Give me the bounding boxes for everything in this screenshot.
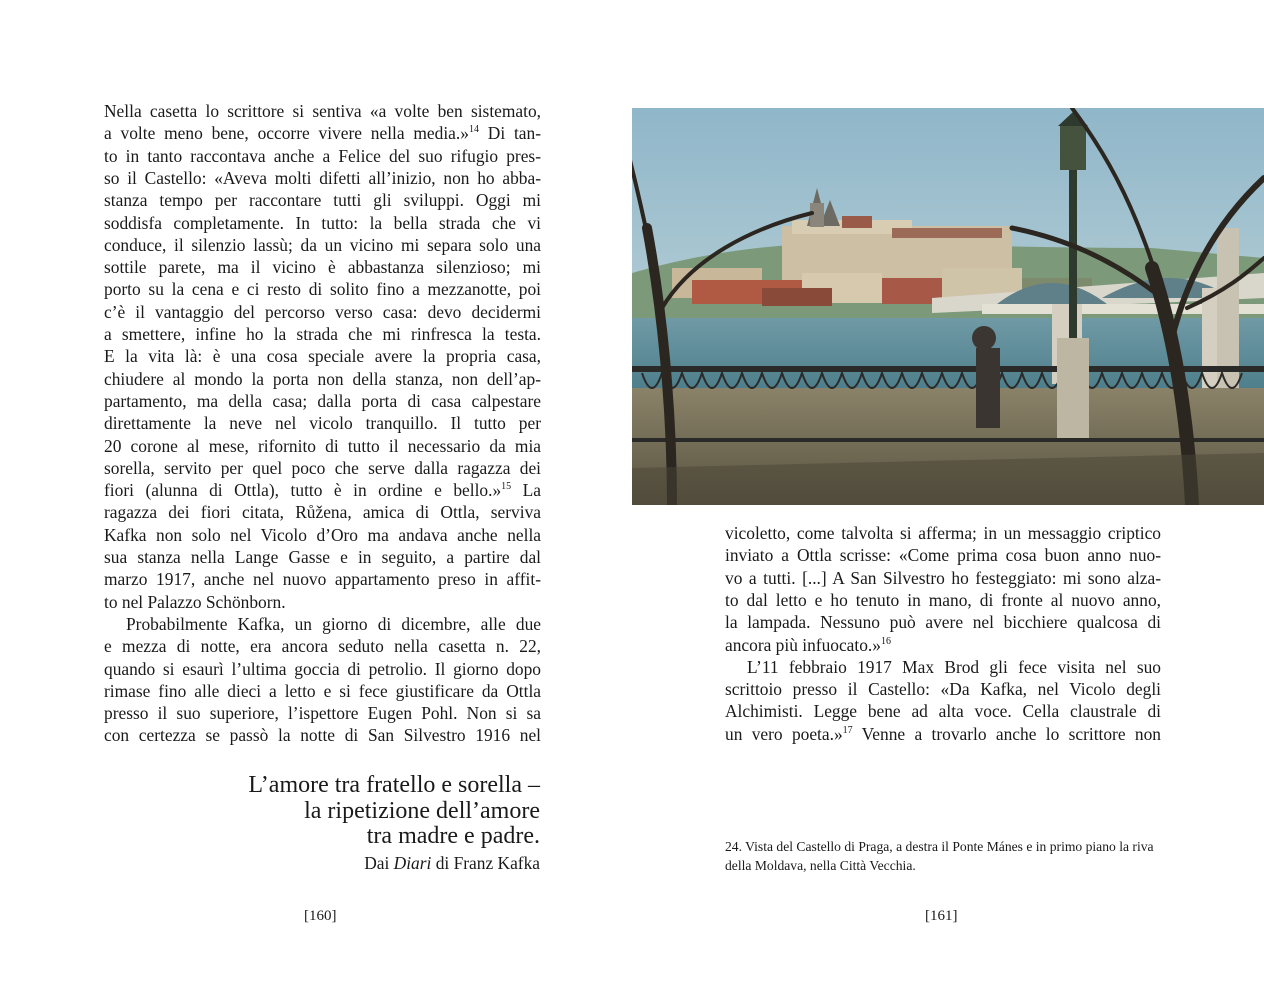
text-line [104,479,541,503]
text-line-content: a smettere, infine ho la strada che mi rinfresca la testa. [104,324,541,344]
text-line-content: Kafka non solo nel Vicolo d’Oro ma andava anche nella [104,524,541,545]
text-line-content: partamento, ma della casa; dalla porta di casa calpestare [104,390,541,411]
text-line [104,390,541,414]
text-line [725,567,1161,591]
text-line [725,522,1161,546]
footnote-ref: 14 [468,124,479,136]
text-line-content: stanza tempo per raccontare tutti gli sviluppi. Oggi mi [104,190,541,211]
quote-source-suffix: di Franz Kafka [431,853,540,873]
text-line-content: soddisfa completamente. In tutto: la bella strada che vi [104,212,541,233]
text-line [104,724,541,748]
text-line [104,278,541,302]
text-line [104,658,541,682]
footnote-ref: 17 [842,724,853,736]
text-line-content: chiudere al mondo la porta non della stanza, non dell’ap- [104,368,541,389]
text-line-content: E la vita là: è una cosa speciale avere la propria casa, [104,346,541,367]
page-number-right: [161] [925,908,958,924]
text-line [104,323,541,347]
text-line [104,435,541,459]
text-line [104,546,541,570]
text-line-content: vo a tutti. [...] A San Silvestro ho festeggiato: mi sono alza- [725,567,1161,588]
footnote-ref: 15 [501,481,512,493]
text-line [104,234,541,258]
text-line [104,568,541,592]
text-line-content: e mezza di notte, era ancora seduto nella casetta n. 22, [104,636,541,657]
text-line [104,368,541,392]
prague-castle-photo [632,108,1264,505]
quote-source-title: Diari [393,853,432,873]
text-line [104,412,541,436]
text-line [104,345,541,369]
text-line [104,635,541,659]
text-line-tail: La [511,480,542,501]
text-line [725,544,1161,568]
text-line-content: con certezza se passò la notte di San Silvestro 1916 nel [104,725,541,746]
text-line-content: fiori (alunna di Ottla), tutto è in ordine e bello.» [104,480,502,501]
text-line [725,723,1161,747]
text-line [104,100,541,124]
text-line-content: presso il suo superiore, l’ispettore Eugen Pohl. Non si sa [104,703,541,724]
text-line-content: sua stanza nella Lange Gasse e in seguito, a partire dal [104,547,541,567]
text-line [104,524,541,548]
quote-line: la ripetizione dell’amore [304,798,540,824]
text-line-content: to dal letto e ho tenuto in mano, di fronte al nuovo anno, [725,589,1161,610]
text-line-content: sorella, servito per quel poco che serve dalla ragazza dei [104,457,541,478]
text-line [725,634,1161,658]
text-line [104,189,541,213]
text-line-content: a volte meno bene, occorre vivere nella media.» [104,123,469,144]
text-line-content: un vero poeta.» [725,723,843,744]
quote-source-prefix: Dai [364,853,394,873]
text-line-content: inviato a Ottla scrisse: «Come prima cosa buon anno nuo- [725,545,1161,566]
text-line [104,680,541,704]
text-line [104,501,541,525]
text-line-content: sottile parete, ma il vicino è abbastanza silenzioso; mi [104,257,541,278]
text-line-tail: Di tan- [478,123,541,144]
text-line [725,678,1161,702]
text-line-content: Alchimisti. Legge bene ad alta voce. Cella claustrale di [725,701,1161,722]
text-line-content: to in tanto raccontava anche a Felice del suo rifugio pres- [104,145,541,166]
text-line-content: ragazza dei fiori citata, Růžena, amica di Ottla, serviva [104,502,541,523]
text-line-content: c’è il vantaggio del percorso verso casa: devo decidermi [104,301,541,322]
text-line-content: Nella casetta lo scrittore si sentiva «a volte ben sistemato, [104,101,541,121]
text-line [725,700,1161,724]
text-line-content: vicoletto, come talvolta si afferma; in un messaggio criptico [725,523,1161,543]
quote-source [364,853,540,874]
text-line-tail: Venne a trovarlo anche lo scrittore non [852,723,1161,744]
text-line-content: marzo 1917, anche nel nuovo appartamento preso in affit- [104,569,541,590]
text-line [104,591,541,615]
text-line [725,589,1161,613]
text-line-content: la lampada. Nessuno può avere nel bicchiere qualcosa di [725,612,1161,633]
text-line-content: porto su la cena e ci resto di solito fino a mezzanotte, poi [104,279,541,300]
text-line [104,457,541,481]
text-line [104,256,541,280]
quote-line: tra madre e padre. [366,823,540,849]
text-line [104,167,541,191]
text-line-content: to nel Palazzo Schönborn. [104,591,286,612]
text-line [104,212,541,236]
text-line-content: conduce, il silenzio lassù; da un vicino mi separa solo una [104,234,541,255]
footnote-ref: 16 [880,635,891,647]
text-line [126,613,541,637]
text-line-content: L’11 febbraio 1917 Max Brod gli fece visita nel suo [747,656,1161,677]
text-line-content: ancora più infuocato.» [725,634,881,655]
text-line-content: 20 corone al mese, rifornito di tutto il necessario da mia [104,435,541,456]
text-line [104,122,541,146]
text-line-content: quando si esaurì l’ultima goccia di petrolio. Il giorno dopo [104,658,541,679]
text-line [104,301,541,325]
quote-line: L’amore tra fratello e sorella – [248,772,540,798]
page-number-left: [160] [304,908,337,924]
text-line-content: scrittoio presso il Castello: «Da Kafka, nel Vicolo degli [725,679,1161,700]
text-line [747,656,1161,680]
text-line [104,145,541,169]
text-line-content: Probabilmente Kafka, un giorno di dicembre, alle due [126,613,541,634]
text-line-content: rimase fino alle dieci a letto e si fece giustificare da Ottla [104,680,541,701]
text-line [104,702,541,726]
text-line [725,611,1161,635]
photo-caption: 24. Vista del Castello di Praga, a destra il Ponte Mánes e in primo piano la riva della Moldava, nella Città Vecchia. [725,839,1154,873]
text-line-content: so il Castello: «Aveva molti difetti all’inizio, non ho abba- [104,167,541,188]
text-line-content: direttamente la neve nel vicolo tranquillo. Il tutto per [104,413,541,434]
